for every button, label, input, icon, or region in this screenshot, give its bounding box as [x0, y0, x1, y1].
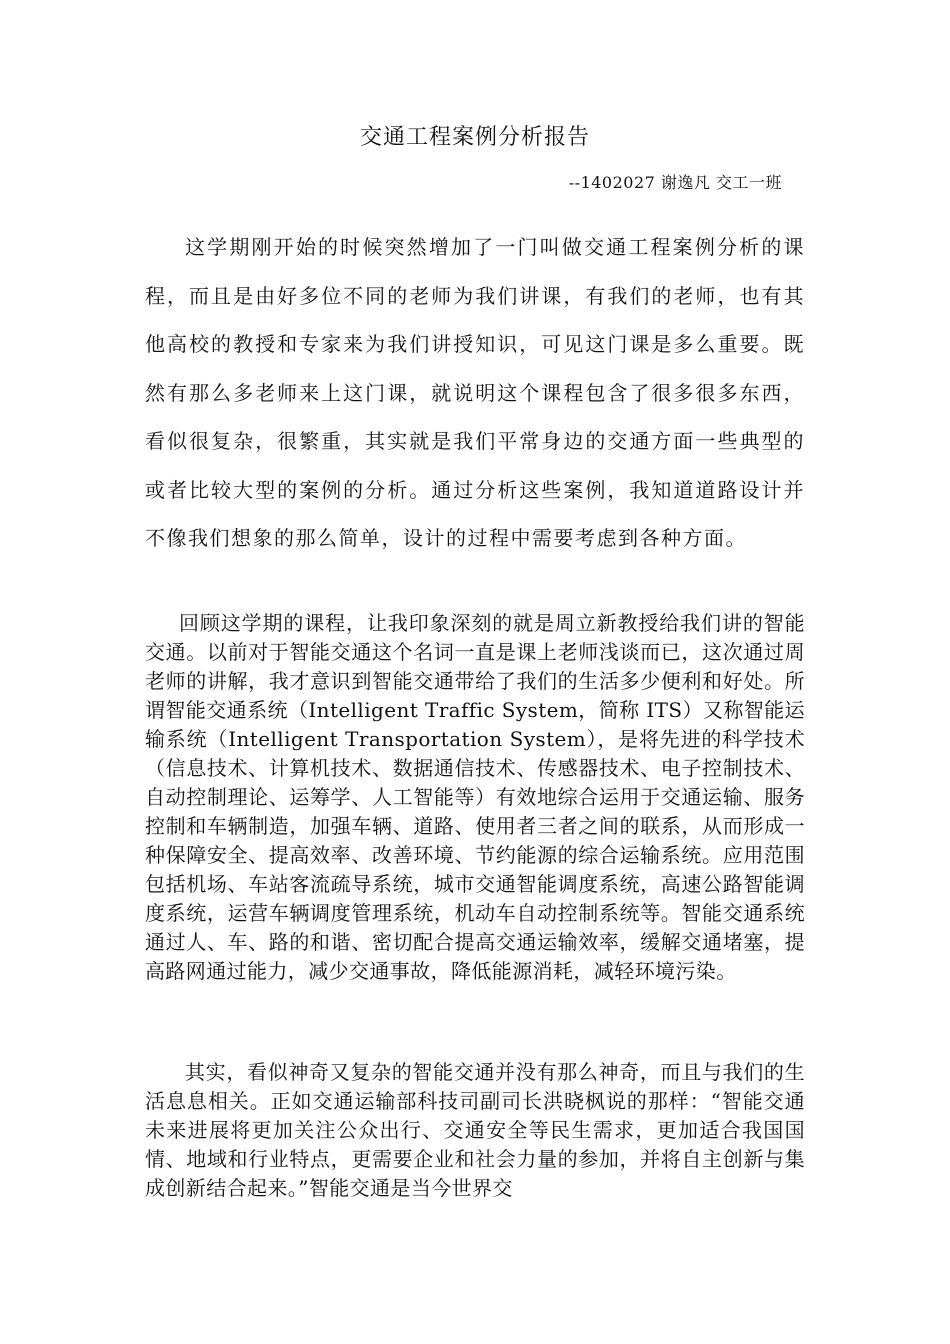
paragraph-1: 这学期刚开始的时候突然增加了一门叫做交通工程案例分析的课程，而且是由好多位不同的老师为我们讲课，有我们的老师，也有其他高校的教授和专家来为我们讲授知识，可见这门课是多么重要。既然有那么多老师来上这门课，就说明这个课程包含了很多很多东西，看似很复杂，很繁重，其实就是我们平常身边的交通方面一些典型的或者比较大型的案例的分析。通过分析这些案例，我知道道路设计并不像我们想象的那么简单，设计的过程中需要考虑到各种方面。 — [145, 235, 805, 550]
paragraph-2: 回顾这学期的课程，让我印象深刻的就是周立新教授给我们讲的智能交通。以前对于智能交通这个名词一直是课上老师浅谈而已，这次通过周老师的讲解，我才意识到智能交通带给了我们的生活多少便利和好处。所谓智能交通系统（Intelligent Traffic System，简称 ITS）又称智能运输系统（Intelligent Transportation System），是将先进的科学技术（信息技术、计算机技术、数据通信技术、传感器技术、电子控制技术、自动控制理论、运筹学、人工智能等）有效地综合运用于交通运输、服务控制和车辆制造，加强车辆、道路、使用者三者之间的联系，从而形成一种保障安全、提高效率、改善环境、节约能源的综合运输系统。应用范围包括机场、车站客流疏导系统，城市交通智能调度系统，高速公路智能调度系统，运营车辆调度管理系统，机动车自动控制系统等。智能交通系统通过人、车、路的和谐、密切配合提高交通运输效率，缓解交通堵塞，提高路网通过能力，减少交通事故，降低能源消耗，减轻环境污染。 — [145, 611, 805, 983]
document-title: 交通工程案例分析报告 — [359, 125, 590, 150]
author-line: --1402027 谢逸凡 交工一班 — [568, 173, 782, 192]
paragraph-3: 其实，看似神奇又复杂的智能交通并没有那么神奇，而且与我们的生活息息相关。正如交通运输部科技司副司长洪晓枫说的那样：“智能交通未来进展将更加关注公众出行、交通安全等民生需求，更加适合我国国情、地域和行业特点，更需要企业和社会力量的参加，并将自主创新与集成创新结合起来。”智能交通是当今世界交 — [145, 1060, 805, 1200]
